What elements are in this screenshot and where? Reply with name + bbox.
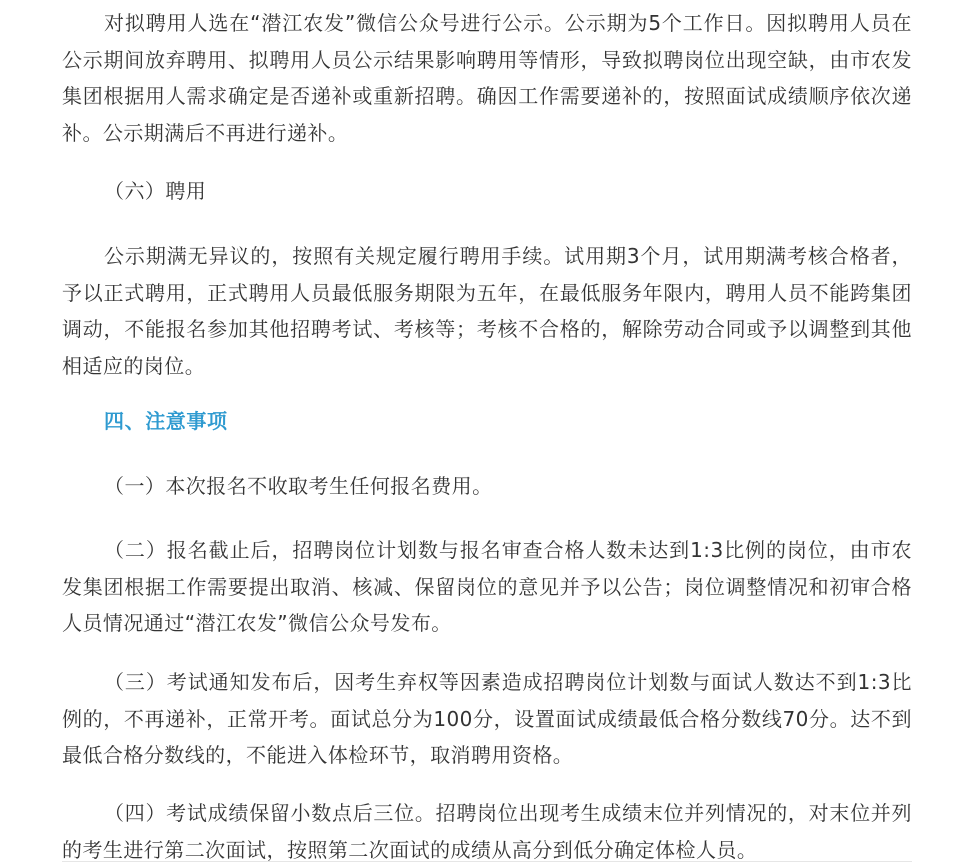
- note-item-3: （三）考试通知发布后，因考生弃权等因素造成招聘岗位计划数与面试人数达不到1:3比例的，不再递补，正常开考。面试总分为100分，设置面试成绩最低合格分数线70分。达不到最低合格分数线的，不能进入体检环节，取消聘用资格。: [62, 670, 912, 767]
- note-item-4: （四）考试成绩保留小数点后三位。招聘岗位出现考生成绩末位并列情况的，对末位并列的考生进行第二次面试，按照第二次面试的成绩从高分到低分确定体检人员。: [62, 801, 912, 862]
- paragraph-employment: 公示期满无异议的，按照有关规定履行聘用手续。试用期3个月，试用期满考核合格者，予以正式聘用，正式聘用人员最低服务期限为五年，在最低服务年限内，聘用人员不能跨集团调动，不能报名参加其他招聘考试、考核等；考核不合格的，解除劳动合同或予以调整到其他相适应的岗位。: [62, 244, 912, 378]
- section-heading-notes: 四、注意事项: [104, 409, 228, 433]
- content-divider: [62, 861, 912, 862]
- note-item-2: （二）报名截止后，招聘岗位计划数与报名审查合格人数未达到1:3比例的岗位，由市农发集团根据工作需要提出取消、核减、保留岗位的意见并予以公告；岗位调整情况和初审合格人员情况通过“潜江农发”微信公众号发布。: [62, 538, 912, 635]
- note-item-1: （一）本次报名不收取考生任何报名费用。: [104, 474, 493, 498]
- paragraph-publicity: 对拟聘用人选在“潜江农发”微信公众号进行公示。公示期为5个工作日。因拟聘用人员在公示期间放弃聘用、拟聘用人员公示结果影响聘用等情形，导致拟聘岗位出现空缺，由市农发集团根据用人需求确定是否递补或重新招聘。确因工作需要递补的，按照面试成绩顺序依次递补。公示期满后不再进行递补。: [62, 11, 912, 145]
- subheading-employment: （六）聘用: [104, 179, 207, 203]
